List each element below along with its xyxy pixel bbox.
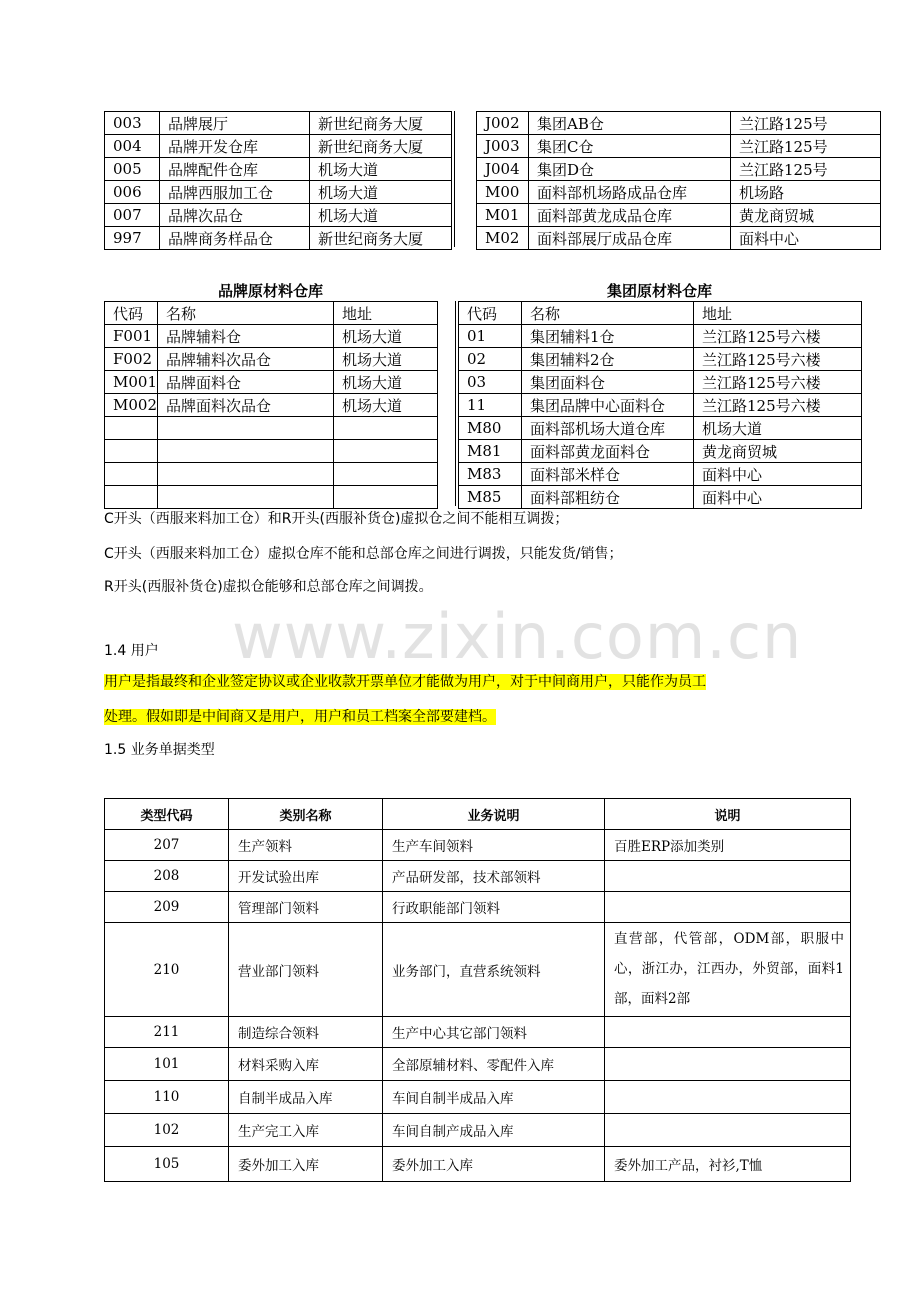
table-cell: 品牌次品仓: [160, 204, 310, 227]
table-cell: 品牌开发仓库: [160, 135, 310, 158]
table-cell: [158, 463, 334, 486]
top-right-table-body: [477, 112, 881, 250]
table-cell: 品牌面料仓: [158, 371, 334, 394]
table-cell: 管理部门领料: [229, 892, 383, 923]
table-cell: 百胜ERP添加类别: [605, 830, 851, 861]
table-cell: [158, 417, 334, 440]
doc-header-business: 业务说明: [383, 799, 605, 830]
table-row: [459, 486, 862, 509]
highlight-line-1: 用户是指最终和企业签定协议或企业收款开票单位才能做为用户，对于中间商用户，只能作为员工: [104, 674, 706, 690]
table-cell: 003: [105, 112, 160, 135]
table-cell: 自制半成品入库: [229, 1081, 383, 1114]
table-row: [105, 440, 438, 463]
table-row: [105, 227, 452, 250]
table-row: [459, 463, 862, 486]
table-header-cell: 地址: [694, 302, 862, 325]
table-cell: 机场大道: [334, 371, 438, 394]
table-cell: 材料采购入库: [229, 1048, 383, 1081]
table-cell: 新世纪商务大厦: [310, 227, 452, 250]
table-row: [477, 158, 881, 181]
table-cell: 机场大道: [334, 348, 438, 371]
table-cell: 兰江路125号六楼: [694, 325, 862, 348]
table-cell: J004: [477, 158, 529, 181]
group-raw-title: 集团原材料仓库: [606, 282, 712, 300]
table-cell: 生产车间领料: [383, 830, 605, 861]
doc-header-code: 类型代码: [105, 799, 229, 830]
table-cell: 黄龙商贸城: [731, 204, 881, 227]
table-cell: M83: [459, 463, 522, 486]
table-cell: 品牌展厅: [160, 112, 310, 135]
table-cell: M002: [105, 394, 158, 417]
table-cell: 102: [105, 1114, 229, 1147]
table-cell: 面料部黄龙成品仓库: [529, 204, 731, 227]
table-row: [105, 371, 438, 394]
table-cell: J003: [477, 135, 529, 158]
table-cell: 新世纪商务大厦: [310, 135, 452, 158]
table-cell: [605, 861, 851, 892]
table-cell: 110: [105, 1081, 229, 1114]
table-cell: 兰江路125号: [731, 112, 881, 135]
table-cell: [605, 1114, 851, 1147]
table-cell: M81: [459, 440, 522, 463]
table-cell: 02: [459, 348, 522, 371]
table-cell: 机场大道: [310, 204, 452, 227]
section-user-line-1: [104, 671, 706, 691]
table-row: [477, 135, 881, 158]
note-2: C开头（西服来料加工仓）虚拟仓库不能和总部仓库之间进行调拨，只能发货/销售；: [104, 546, 623, 562]
table-cell: 行政职能部门领料: [383, 892, 605, 923]
table-row: [105, 1081, 851, 1114]
table-header-row: [105, 302, 438, 325]
table-cell: 面料中心: [731, 227, 881, 250]
table-cell: F002: [105, 348, 158, 371]
table-cell: 开发试验出库: [229, 861, 383, 892]
table-row: [459, 325, 862, 348]
table-cell: [605, 1081, 851, 1114]
table-cell: 面料部米样仓: [522, 463, 694, 486]
table-cell: 品牌西服加工仓: [160, 181, 310, 204]
table-cell: [334, 417, 438, 440]
table-cell: 集团AB仓: [529, 112, 731, 135]
table-cell: 委外加工产品，衬衫,T恤: [605, 1147, 851, 1182]
table-row: [477, 112, 881, 135]
brand-raw-table-body: [105, 302, 438, 509]
table-cell: [105, 417, 158, 440]
table-cell: [105, 486, 158, 509]
doc-table-body: [105, 830, 851, 1182]
table-cell: J002: [477, 112, 529, 135]
table-row: [105, 181, 452, 204]
table-cell: [334, 440, 438, 463]
table-cell: 新世纪商务大厦: [310, 112, 452, 135]
table-cell: 生产完工入库: [229, 1114, 383, 1147]
table-cell: 生产中心其它部门领料: [383, 1017, 605, 1048]
table-header-cell: 代码: [105, 302, 158, 325]
section-user-heading: 1.4 用户: [104, 643, 159, 659]
table-cell: M02: [477, 227, 529, 250]
table-cell: 业务部门，直营系统领料: [383, 923, 605, 1017]
table-cell: 车间自制半成品入库: [383, 1081, 605, 1114]
table-row: [459, 440, 862, 463]
table-cell: [105, 440, 158, 463]
table-row: [105, 325, 438, 348]
table-cell: 997: [105, 227, 160, 250]
table-header-cell: 地址: [334, 302, 438, 325]
table-row: [477, 181, 881, 204]
table-header-cell: 名称: [522, 302, 694, 325]
table-row: [459, 417, 862, 440]
table-cell: 兰江路125号: [731, 158, 881, 181]
table-cell: 105: [105, 1147, 229, 1182]
doc-header-category: 类别名称: [229, 799, 383, 830]
table-cell: [158, 486, 334, 509]
table-row: [105, 204, 452, 227]
watermark-text: www.zixin.com.cn: [232, 600, 803, 673]
table-row: [459, 394, 862, 417]
table-cell: 品牌配件仓库: [160, 158, 310, 181]
table-cell: 机场路: [731, 181, 881, 204]
table-row: [105, 158, 452, 181]
group-raw-table: [458, 301, 862, 509]
table-cell: [105, 463, 158, 486]
table-row: [105, 348, 438, 371]
table-cell: M00: [477, 181, 529, 204]
table-cell: 车间自制产成品入库: [383, 1114, 605, 1147]
table-cell: M85: [459, 486, 522, 509]
table-cell: 制造综合领料: [229, 1017, 383, 1048]
table-cell: 集团辅料2仓: [522, 348, 694, 371]
table-row: [105, 1147, 851, 1182]
table-cell: F001: [105, 325, 158, 348]
table-header-row: [459, 302, 862, 325]
table-cell: 黄龙商贸城: [694, 440, 862, 463]
table-cell: 机场大道: [310, 158, 452, 181]
table-cell: 集团品牌中心面料仓: [522, 394, 694, 417]
table-cell: 集团C仓: [529, 135, 731, 158]
table-cell: 面料部黄龙面料仓: [522, 440, 694, 463]
table-cell: 生产领料: [229, 830, 383, 861]
note-3: R开头(西服补货仓)虚拟仓能够和总部仓库之间调拨。: [104, 579, 433, 595]
table-cell: [605, 1017, 851, 1048]
table-header-cell: 代码: [459, 302, 522, 325]
table-cell: [605, 1048, 851, 1081]
table-row: [477, 227, 881, 250]
document-types-table: [104, 798, 851, 1182]
top-left-warehouse-table: [104, 111, 452, 250]
doc-header-remark: 说明: [605, 799, 851, 830]
table-cell: 03: [459, 371, 522, 394]
table-cell: 机场大道: [310, 181, 452, 204]
table-cell: 208: [105, 861, 229, 892]
table-cell: 集团辅料1仓: [522, 325, 694, 348]
table-cell: 品牌面料次品仓: [158, 394, 334, 417]
table-row: [105, 830, 851, 861]
table-row: [105, 112, 452, 135]
table-row: [477, 204, 881, 227]
table-cell: 委外加工入库: [383, 1147, 605, 1182]
table-cell: 005: [105, 158, 160, 181]
doc-table-header-row: [105, 799, 851, 830]
table-row: [105, 892, 851, 923]
table-row: [105, 1114, 851, 1147]
table-row: [105, 923, 851, 1017]
table-cell: 面料中心: [694, 463, 862, 486]
note-1: C开头（西服来料加工仓）和R开头(西服补货仓)虚拟仓之间不能相互调拨；: [104, 511, 569, 527]
table-cell: [158, 440, 334, 463]
table-cell: 兰江路125号六楼: [694, 371, 862, 394]
table-cell: M01: [477, 204, 529, 227]
table-cell: 210: [105, 923, 229, 1017]
highlight-line-2: 处理。假如即是中间商又是用户，用户和员工档案全部要建档。: [104, 709, 496, 725]
table-cell: 集团面料仓: [522, 371, 694, 394]
table-row: [105, 394, 438, 417]
top-left-table-body: [105, 112, 452, 250]
table-cell: 机场大道: [334, 325, 438, 348]
table-cell: 007: [105, 204, 160, 227]
table-cell: 品牌辅料仓: [158, 325, 334, 348]
table-row: [105, 1017, 851, 1048]
table-header-cell: 名称: [158, 302, 334, 325]
table-cell: 营业部门领料: [229, 923, 383, 1017]
table-cell: 面料部展厅成品仓库: [529, 227, 731, 250]
table-row: [105, 463, 438, 486]
section-user-line-2: [104, 706, 496, 726]
top-right-warehouse-table: [476, 111, 881, 250]
section-docs-heading: 1.5 业务单据类型: [104, 742, 215, 758]
group-raw-table-body: [459, 302, 862, 509]
table-row: [459, 348, 862, 371]
table-cell: [605, 892, 851, 923]
table-row: [105, 486, 438, 509]
table-cell: 兰江路125号六楼: [694, 348, 862, 371]
table-cell: 101: [105, 1048, 229, 1081]
top-left-table-right-line: [454, 111, 455, 247]
table-cell: 211: [105, 1017, 229, 1048]
table-cell: M80: [459, 417, 522, 440]
table-cell: 产品研发部，技术部领料: [383, 861, 605, 892]
brand-raw-table: [104, 301, 438, 509]
brand-raw-title: 品牌原材料仓库: [217, 282, 323, 300]
table-cell: 直营部，代管部，ODM部，职服中心，浙江办，江西办，外贸部，面料1部，面料2部: [605, 923, 851, 1017]
table-cell: 机场大道: [694, 417, 862, 440]
table-cell: 品牌辅料次品仓: [158, 348, 334, 371]
table-cell: 面料部粗纺仓: [522, 486, 694, 509]
table-row: [459, 371, 862, 394]
table-cell: 006: [105, 181, 160, 204]
table-cell: 209: [105, 892, 229, 923]
raw-tables-spacer-line: [455, 301, 456, 506]
table-cell: 面料部机场大道仓库: [522, 417, 694, 440]
table-cell: 机场大道: [334, 394, 438, 417]
table-cell: M001: [105, 371, 158, 394]
table-cell: 集团D仓: [529, 158, 731, 181]
table-cell: 全部原辅材料、零配件入库: [383, 1048, 605, 1081]
table-cell: 兰江路125号六楼: [694, 394, 862, 417]
table-row: [105, 135, 452, 158]
table-cell: 委外加工入库: [229, 1147, 383, 1182]
table-cell: 面料部机场路成品仓库: [529, 181, 731, 204]
table-cell: 兰江路125号: [731, 135, 881, 158]
table-row: [105, 1048, 851, 1081]
table-cell: 004: [105, 135, 160, 158]
table-cell: 面料中心: [694, 486, 862, 509]
table-cell: [334, 486, 438, 509]
table-cell: 207: [105, 830, 229, 861]
table-cell: [334, 463, 438, 486]
table-cell: 01: [459, 325, 522, 348]
table-cell: 品牌商务样品仓: [160, 227, 310, 250]
table-row: [105, 417, 438, 440]
table-cell: 11: [459, 394, 522, 417]
table-row: [105, 861, 851, 892]
